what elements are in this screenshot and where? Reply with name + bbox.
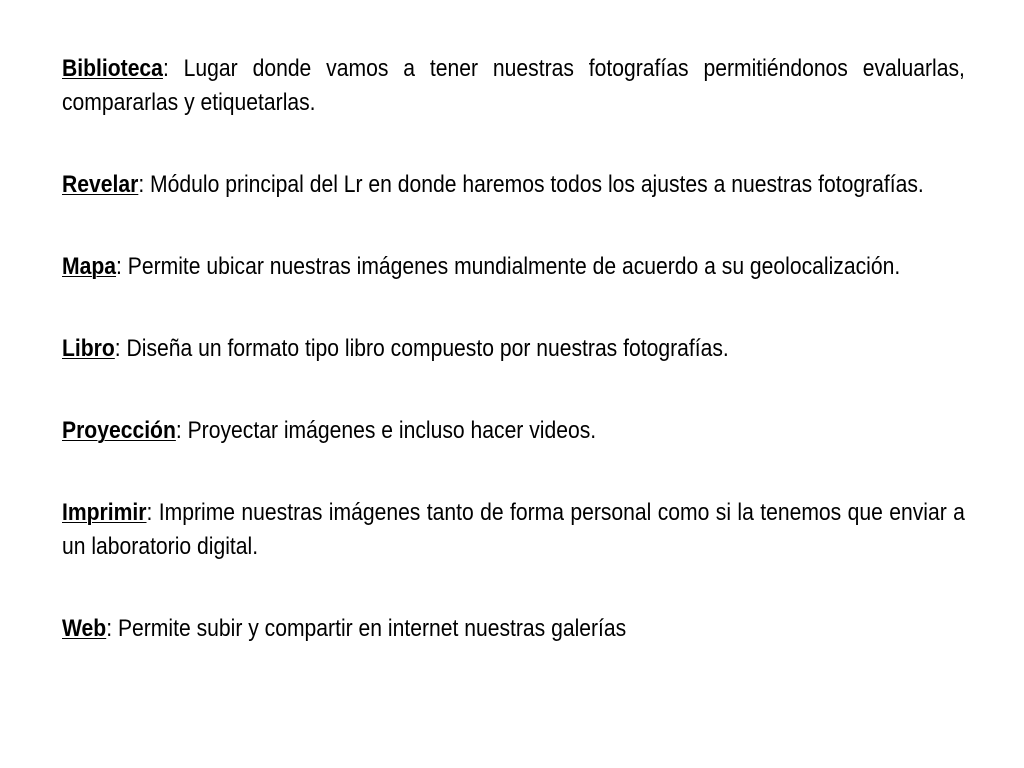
term-biblioteca: Biblioteca: [62, 55, 163, 82]
item-biblioteca: [62, 52, 965, 120]
description-revelar: : Módulo principal del Lr en donde haremos todos los ajustes a nuestras fotografías.: [138, 171, 924, 198]
description-web: : Permite subir y compartir en internet nuestras galerías: [106, 615, 627, 642]
term-web: Web: [62, 615, 107, 642]
description-libro: : Diseña un formato tipo libro compuesto por nuestras fotografías.: [114, 335, 729, 362]
item-revelar: [62, 168, 965, 202]
description-mapa: : Permite ubicar nuestras imágenes mundialmente de acuerdo a su geolocalización.: [115, 253, 901, 280]
item-imprimir: [62, 496, 965, 564]
item-mapa: [62, 250, 965, 284]
description-imprimir: : Imprime nuestras imágenes tanto de forma personal como si la tenemos que enviar a un laboratorio digital.: [62, 499, 965, 560]
item-proyeccion: [62, 414, 965, 448]
term-imprimir: Imprimir: [62, 499, 147, 526]
slide-content: [62, 52, 965, 694]
term-mapa: Mapa: [62, 253, 116, 280]
term-revelar: Revelar: [62, 171, 139, 198]
term-libro: Libro: [62, 335, 115, 362]
item-libro: [62, 332, 965, 366]
description-biblioteca: : Lugar donde vamos a tener nuestras fotografías permitiéndonos evaluarlas, compararlas y etiquetarlas.: [62, 55, 965, 116]
description-proyeccion: : Proyectar imágenes e incluso hacer videos.: [175, 417, 597, 444]
item-web: [62, 612, 965, 646]
term-proyeccion: Proyección: [62, 417, 176, 444]
